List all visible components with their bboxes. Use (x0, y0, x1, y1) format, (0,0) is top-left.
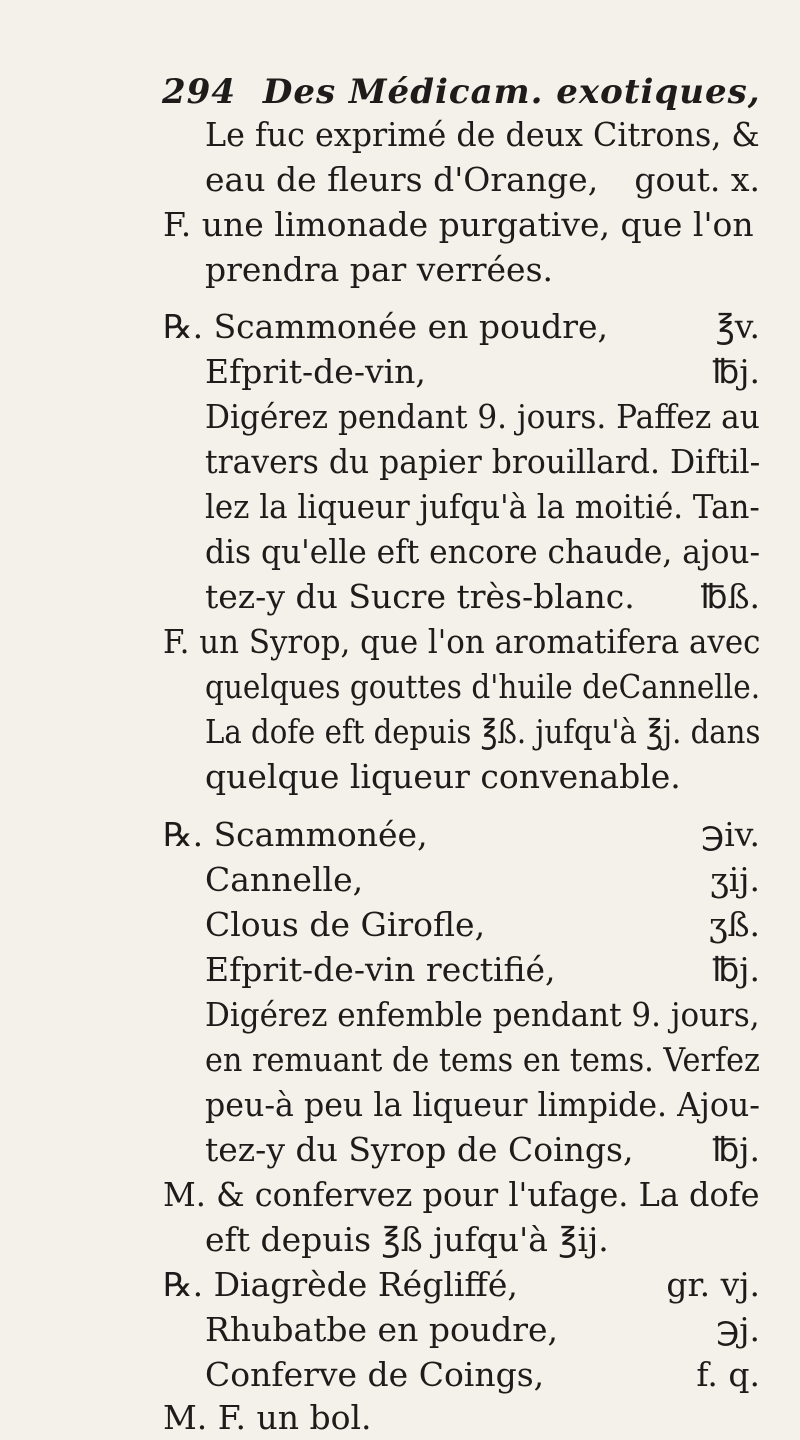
line-text: en remuant de tems en tems. Verfez (205, 1040, 760, 1079)
text-line (205, 665, 760, 709)
text-line (205, 158, 760, 202)
line-quantity: f. q. (696, 1355, 760, 1394)
text-line (205, 903, 760, 947)
line-quantity: ℔j. (712, 950, 760, 989)
line-text: eau de fleurs d'Orange, (205, 160, 599, 199)
text-line (163, 1263, 760, 1307)
line-quantity: ℔j. (712, 1130, 760, 1169)
text-line (205, 485, 760, 529)
line-text: Efprit-de-vin rectifié, (205, 950, 556, 989)
text-line (205, 575, 760, 619)
text-line (205, 395, 760, 439)
line-text: lez la liqueur jufqu'à la moitié. Tan- (205, 487, 760, 526)
text-line (163, 305, 760, 349)
line-text: prendra par verrées. (205, 250, 554, 289)
line-text: ℞. Diagrède Régliffé, (163, 1265, 518, 1304)
text-line (205, 1218, 760, 1262)
text-line (205, 350, 760, 394)
line-text: ℞. Scammonée, (163, 815, 428, 854)
line-text: Clous de Girofle, (205, 905, 486, 944)
running-header (162, 72, 761, 112)
line-text: Efprit-de-vin, (205, 352, 426, 391)
line-quantity: ℔ß. (700, 577, 760, 616)
line-quantity: gr. vj. (666, 1265, 760, 1304)
line-text: ℞. Scammonée en poudre, (163, 307, 609, 346)
line-text: F. un Syrop, que l'on aromatifera avec (163, 622, 761, 661)
text-line (163, 203, 760, 247)
line-quantity: ʒij. (710, 860, 760, 899)
page-number: 294 (162, 72, 236, 112)
line-text: M. & confervez pour l'ufage. La dofe (163, 1175, 760, 1214)
line-text: Cannelle, (205, 860, 364, 899)
line-quantity: gout. x. (634, 160, 760, 199)
text-line (205, 1128, 760, 1172)
text-line (205, 710, 760, 754)
text-line (205, 113, 760, 157)
line-quantity: ℈j. (716, 1310, 760, 1349)
line-text: F. une limonade purgative, que l'on (163, 205, 754, 244)
line-text: La dofe eft depuis ℥ß. jufqu'à ℥j. dans (205, 712, 761, 751)
line-text: eft depuis ℥ß jufqu'à ℥ij. (205, 1220, 609, 1259)
line-text: Digérez enfemble pendant 9. jours, (205, 995, 760, 1034)
text-line (205, 1353, 760, 1397)
line-text: Digérez pendant 9. jours. Paffez au (205, 397, 760, 436)
text-line (205, 948, 760, 992)
line-text: Le fuc exprimé de deux Citrons, & (205, 115, 760, 154)
line-text: quelque liqueur convenable. (205, 757, 681, 796)
text-line (163, 813, 760, 857)
line-text: tez-y du Syrop de Coings, (205, 1130, 634, 1169)
line-text: Rhubatbe en poudre, (205, 1310, 558, 1349)
text-line (205, 440, 760, 484)
text-line (205, 858, 760, 902)
text-line (205, 755, 760, 799)
line-quantity: ʒß. (708, 905, 760, 944)
line-quantity: ℈iv. (701, 815, 760, 854)
text-line (163, 620, 760, 664)
line-text: dis qu'elle eft encore chaude, ajou- (205, 532, 761, 571)
line-text: M. F. un bol. (163, 1398, 372, 1437)
text-line (163, 1396, 760, 1437)
text-line (205, 993, 760, 1037)
line-text: travers du papier brouillard. Diftil- (205, 442, 761, 481)
text-line (205, 1038, 760, 1082)
text-line (205, 1308, 760, 1352)
line-text: quelques gouttes d'huile deCannelle. (205, 667, 761, 706)
text-line (205, 248, 760, 292)
line-quantity: ℔j. (712, 352, 760, 391)
running-title: Des Médicam. exotiques, (262, 72, 761, 112)
line-text: Conferve de Coings, (205, 1355, 545, 1394)
line-text: tez-y du Sucre très-blanc. (205, 577, 635, 616)
line-quantity: ℥v. (715, 307, 760, 346)
line-text: peu-à peu la liqueur limpide. Ajou- (205, 1085, 760, 1124)
text-line (205, 1083, 760, 1127)
text-line (163, 1173, 760, 1217)
text-line (205, 530, 760, 574)
